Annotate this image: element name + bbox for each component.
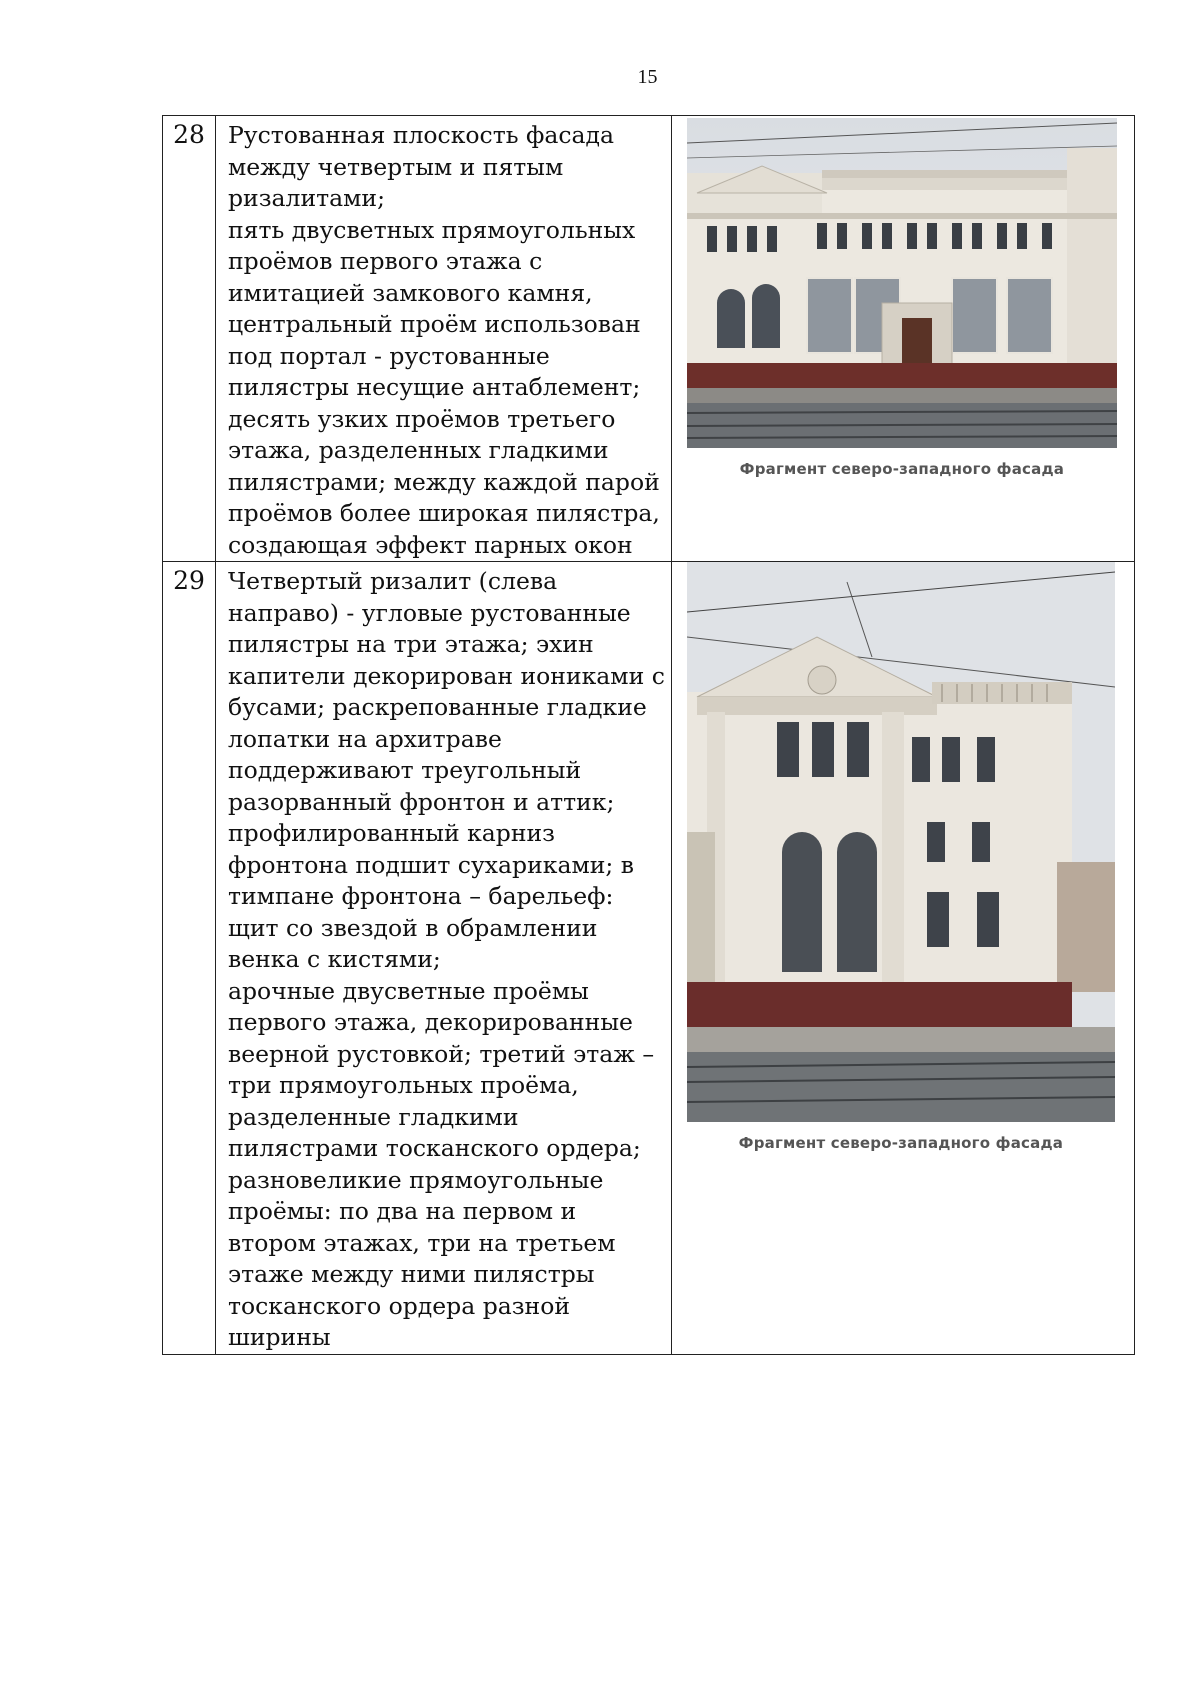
photo-caption: Фрагмент северо-западного фасада: [739, 460, 1065, 478]
table-row: [163, 562, 1135, 1355]
description-line: бусами; раскрепованные гладкие: [228, 693, 647, 721]
description-line: пилястрами тосканского ордера;: [228, 1134, 641, 1162]
description-line: Четвертый ризалит (слева: [228, 567, 558, 595]
description-line: ширины: [228, 1323, 331, 1351]
description-line: пять двусветных прямоугольных: [228, 215, 636, 244]
description-line: тимпане фронтона – барельеф:: [228, 882, 614, 910]
description-line: разновеликие прямоугольные: [228, 1165, 604, 1194]
description-line: щит со звездой в обрамлении: [228, 913, 598, 942]
description-line: Рустованная плоскость фасада: [228, 121, 615, 149]
description-line: поддерживают треугольный: [228, 756, 582, 784]
description-line: фронтона подшит сухариками; в: [228, 850, 635, 879]
description-line: профилированный карниз: [228, 819, 555, 847]
description-line: проёмы: по два на первом и: [228, 1197, 577, 1225]
description-line: пилястры на три этажа; эхин: [228, 630, 594, 658]
description-line: лопатки на архитраве: [228, 724, 502, 753]
description-line: втором этажах, три на третьем: [228, 1228, 616, 1257]
row-number: 29: [163, 562, 216, 1355]
description-line: проёмов более широкая пилястра,: [228, 499, 660, 527]
description-line: разорванный фронтон и аттик;: [228, 787, 615, 816]
facade-photo-northwest: [687, 118, 1117, 448]
description-line: создающая эффект парных окон: [228, 530, 633, 559]
description-line: этажа, разделенных гладкими: [228, 436, 609, 464]
description-line: три прямоугольных проёма,: [228, 1071, 579, 1099]
page-number: 15: [637, 66, 658, 88]
description-line: ризалитами;: [228, 184, 385, 212]
description-line: между четвертым и пятым: [228, 152, 564, 181]
description-line: под портал - рустованные: [228, 341, 550, 370]
description-line: арочные двусветные проёмы: [228, 976, 589, 1005]
description-line: тосканского ордера разной: [228, 1291, 571, 1320]
description-line: венка с кистями;: [228, 945, 441, 973]
monument-elements-table: [162, 115, 1135, 1355]
facade-photo-fourth-risalit: [687, 562, 1115, 1122]
description-line: проёмов первого этажа с: [228, 247, 543, 275]
photo-caption: Фрагмент северо-западного фасада: [738, 1134, 1064, 1152]
description-line: центральный проём использован: [228, 310, 641, 338]
row-description: [216, 116, 672, 562]
description-line: имитацией замкового камня,: [228, 278, 593, 307]
row-photo-cell: [671, 562, 1134, 1355]
row-photo-cell: [671, 116, 1134, 562]
description-line: десять узких проёмов третьего: [228, 404, 616, 433]
description-line: первого этажа, декорированные: [228, 1008, 633, 1036]
description-line: веерной рустовкой; третий этаж –: [228, 1039, 655, 1068]
description-line: этаже между ними пилястры: [228, 1260, 595, 1288]
description-line: пилястры несущие антаблемент;: [228, 373, 641, 401]
description-line: направо) - угловые рустованные: [228, 598, 631, 627]
table-row: [163, 116, 1135, 562]
row-number: 28: [163, 116, 216, 562]
description-line: разделенные гладкими: [228, 1102, 519, 1131]
facade-figure: [687, 118, 1117, 478]
description-line: капители декорирован иониками с: [228, 661, 665, 690]
description-line: пилястрами; между каждой парой: [228, 467, 660, 496]
row-description: [216, 562, 672, 1355]
facade-figure: [687, 562, 1115, 1152]
